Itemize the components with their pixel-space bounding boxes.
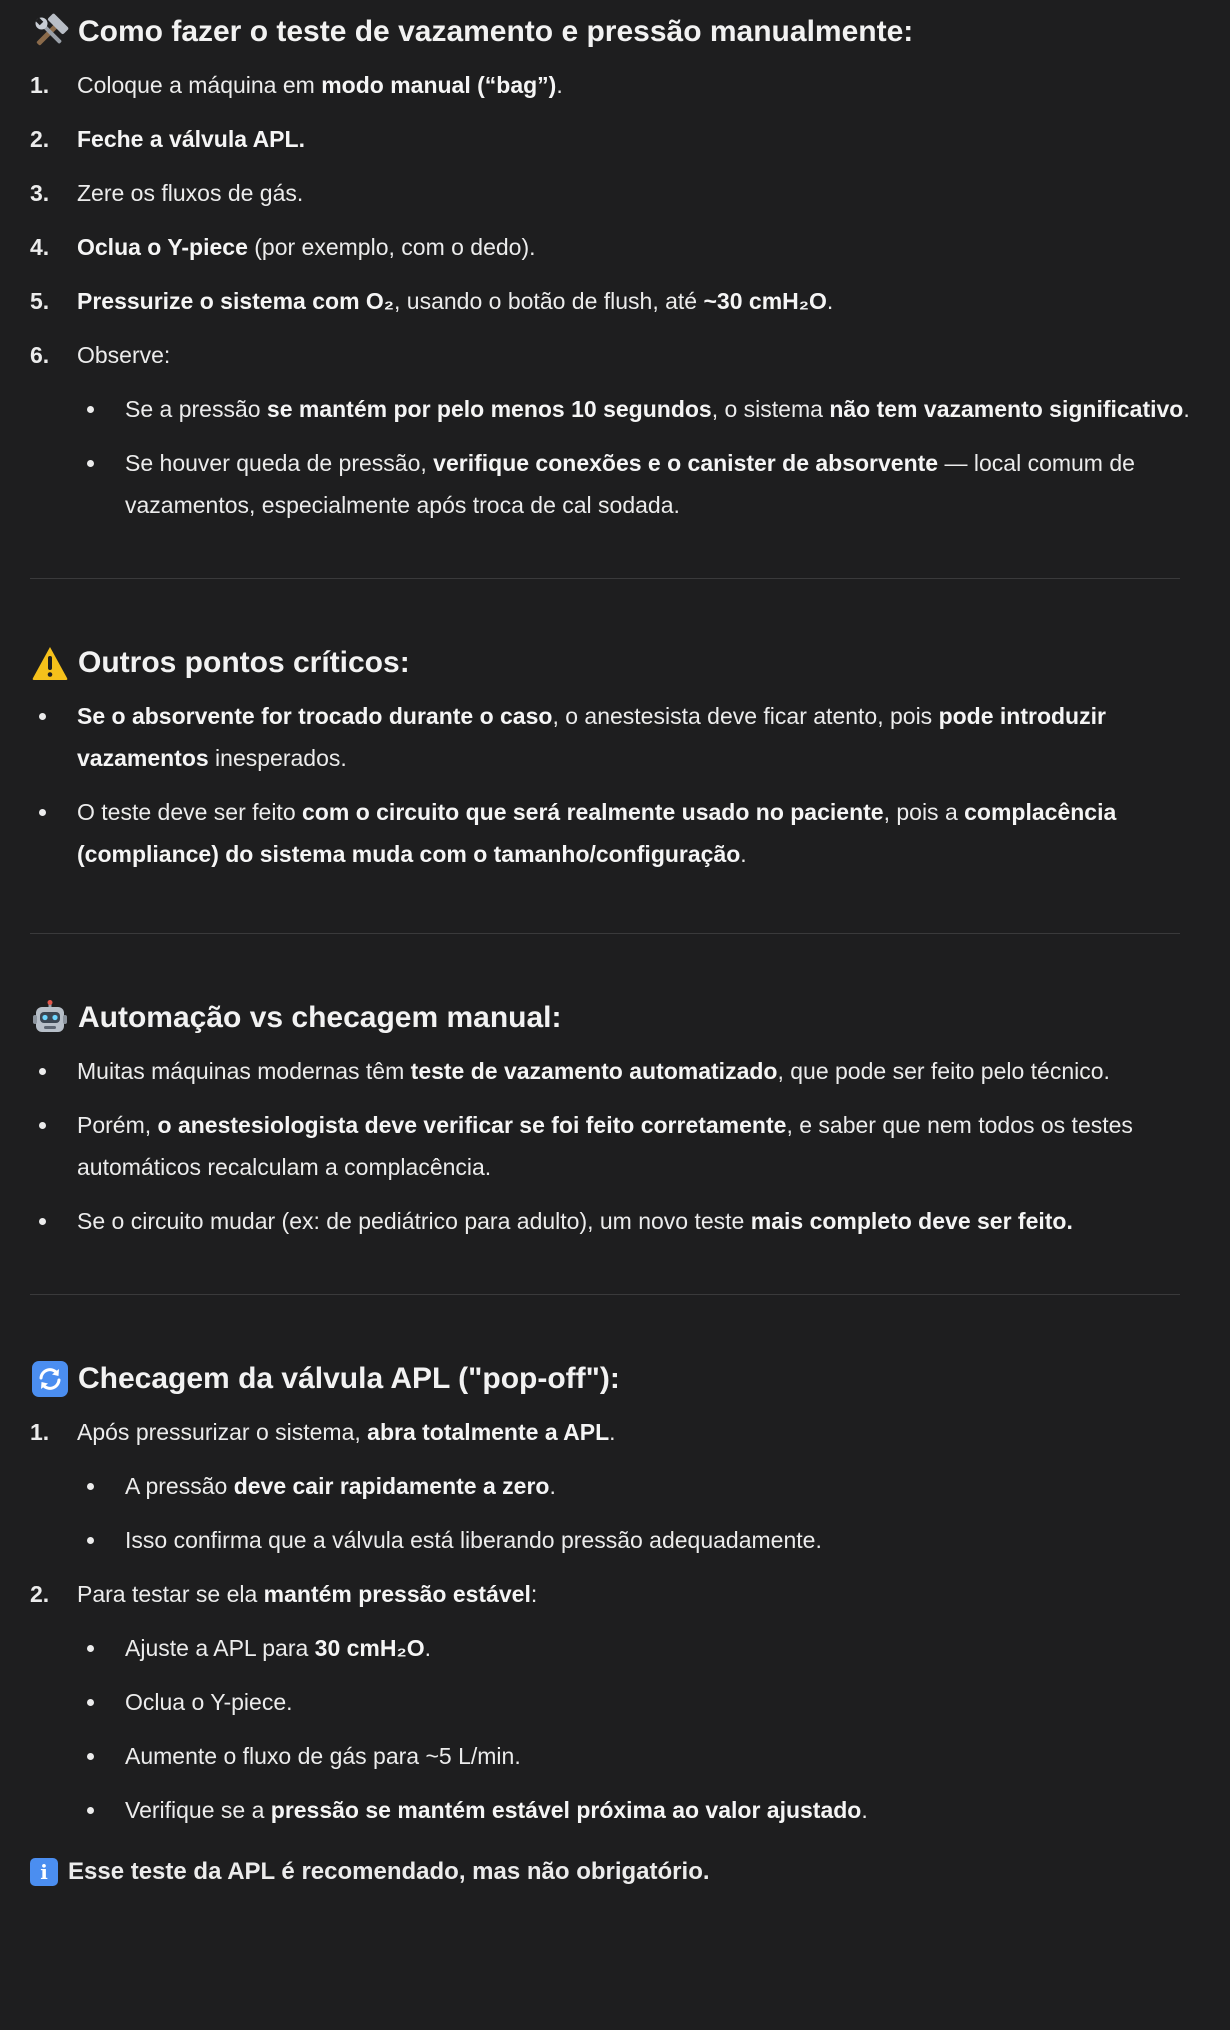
- sub-list-item: Oclua o Y-piece.: [30, 1681, 1200, 1723]
- section-automation: [30, 934, 1200, 1242]
- list-item: Se o absorvente for trocado durante o caso, o anestesista deve ficar atento, pois pode introduzir vazamentos inesperados.: [30, 695, 1200, 779]
- list-item: 3. Zere os fluxos de gás.: [30, 180, 304, 206]
- list-item: Se o circuito mudar (ex: de pediátrico para adulto), um novo teste mais completo deve ser feito.: [30, 1200, 1200, 1242]
- section-critical-points: [30, 579, 1200, 875]
- sub-list-item: Aumente o fluxo de gás para ~5 L/min.: [30, 1735, 1200, 1777]
- apl-note: i Esse teste da APL é recomendado, mas não obrigatório.: [30, 1851, 1200, 1893]
- sub-list-item: Se a pressão se mantém por pelo menos 10 segundos, o sistema não tem vazamento significativo.: [30, 388, 1200, 430]
- warning-icon: [30, 643, 70, 683]
- section-heading: Checagem da válvula APL ("pop-off"):: [30, 1357, 1200, 1401]
- sub-list-item: Verifique se a pressão se mantém estável próxima ao valor ajustado.: [30, 1789, 1200, 1831]
- cycle-arrows-icon: [32, 1361, 68, 1397]
- section-heading: Automação vs checagem manual:: [30, 996, 1200, 1040]
- list-item: Porém, o anestesiologista deve verificar se foi feito corretamente, e saber que nem todos os testes automáticos recalculam a complacência.: [30, 1104, 1200, 1188]
- list-item: 2. Para testar se ela mantém pressão estável:: [30, 1581, 538, 1607]
- info-icon: i: [30, 1858, 58, 1886]
- sub-list-item: Isso confirma que a válvula está liberando pressão adequadamente.: [30, 1519, 1200, 1561]
- section-heading: Outros pontos críticos:: [30, 641, 1200, 685]
- sub-list-item: A pressão deve cair rapidamente a zero.: [30, 1465, 1200, 1507]
- list-item: 6. Observe:: [30, 342, 171, 368]
- list-item: 4. Oclua o Y-piece (por exemplo, com o dedo).: [30, 234, 536, 260]
- sub-list-item: Se houver queda de pressão, verifique conexões e o canister de absorvente — local comum de vazamentos, especialmente após troca de cal sodada.: [30, 442, 1200, 526]
- section-apl-check: [30, 1295, 1200, 1893]
- list-item: 5. Pressurize o sistema com O₂, usando o botão de flush, até ~30 cmH₂O.: [30, 288, 834, 314]
- tools-icon: [30, 12, 70, 52]
- section-leak-test: [30, 0, 1200, 526]
- list-item: 1. Após pressurizar o sistema, abra totalmente a APL.: [30, 1419, 616, 1445]
- section-heading: Como fazer o teste de vazamento e pressão manualmente:: [30, 10, 1200, 54]
- list-item: Muitas máquinas modernas têm teste de vazamento automatizado, que pode ser feito pelo técnico.: [30, 1050, 1200, 1092]
- list-item: 1. Coloque a máquina em modo manual (“bag”).: [30, 72, 563, 98]
- robot-icon: [30, 998, 70, 1038]
- sub-list-item: Ajuste a APL para 30 cmH₂O.: [30, 1627, 1200, 1669]
- list-item: O teste deve ser feito com o circuito que será realmente usado no paciente, pois a complacência (compliance) do sistema muda com o tamanho/configuração.: [30, 791, 1200, 875]
- list-item: 2. Feche a válvula APL.: [30, 126, 305, 152]
